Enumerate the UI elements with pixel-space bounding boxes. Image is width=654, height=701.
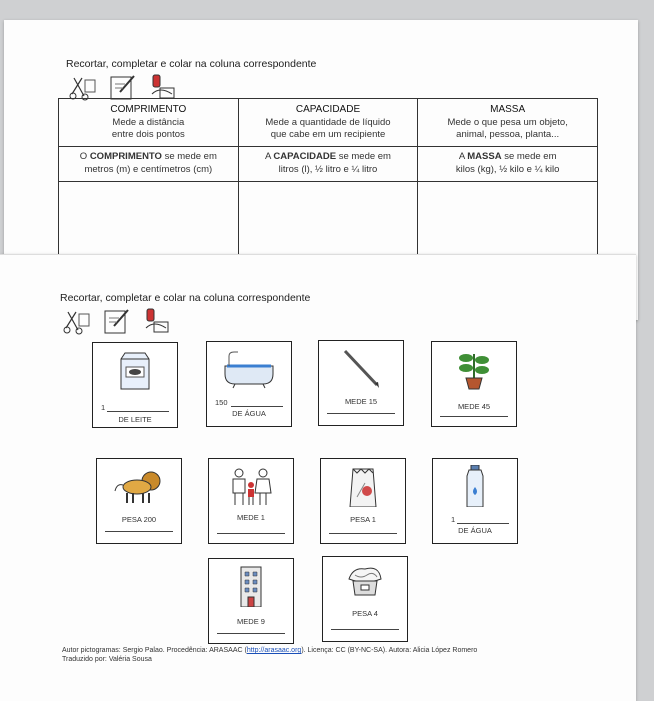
- fill-blank-line[interactable]: [217, 533, 285, 534]
- rule-units: metros (m) e centímetros (cm): [84, 163, 213, 175]
- card-number: 150: [215, 398, 228, 407]
- card-label: MEDE 1: [237, 513, 265, 522]
- pencil-icon: [331, 347, 391, 389]
- fill-blank-line[interactable]: [440, 416, 508, 417]
- column-heading: CAPACIDADE: [295, 104, 361, 115]
- card-pencil[interactable]: [318, 340, 404, 426]
- arasaac-link[interactable]: http://arasaac.org: [246, 647, 302, 654]
- fill-blank-line[interactable]: [217, 633, 285, 634]
- building-icon: [221, 565, 281, 607]
- card-number: 1: [451, 515, 456, 524]
- column-description: que cabe em um recipiente: [270, 129, 386, 141]
- fill-blank-line[interactable]: [107, 411, 169, 412]
- card-label: DE ÁGUA: [458, 526, 492, 535]
- card-label: DE LEITE: [118, 415, 152, 424]
- fill-blank-line[interactable]: [457, 523, 509, 524]
- family-icon: [221, 465, 281, 507]
- laundry-scale-icon: [335, 563, 395, 605]
- card-label: MEDE 45: [457, 402, 491, 411]
- card-water-bottle[interactable]: [432, 458, 518, 544]
- card-label: MEDE 9: [237, 617, 265, 626]
- worksheet-title: Recortar, completar e colar na coluna correspondente: [66, 58, 317, 70]
- card-laundry[interactable]: [322, 556, 408, 642]
- card-number: 1: [101, 403, 106, 412]
- rule-keyword: CAPACIDADE: [273, 151, 337, 163]
- rule-units: litros (l), ½ litro e ¼ litro: [278, 163, 378, 175]
- card-label: PESA 200: [121, 515, 157, 524]
- fill-blank-line[interactable]: [327, 413, 395, 414]
- rule-units: kilos (kg), ½ kilo e ¼ kilo: [455, 163, 560, 175]
- card-label: DE ÁGUA: [232, 409, 266, 418]
- water-bottle-icon: [445, 465, 505, 507]
- card-label: PESA 4: [352, 609, 378, 618]
- card-label: MEDE 15: [344, 397, 378, 406]
- worksheet-title: Recortar, completar e colar na coluna correspondente: [60, 292, 311, 304]
- card-building[interactable]: [208, 558, 294, 644]
- column-heading: MASSA: [490, 104, 526, 115]
- card-flour[interactable]: [320, 458, 406, 544]
- fill-blank-line[interactable]: [331, 629, 399, 630]
- card-milk[interactable]: [92, 342, 178, 428]
- column-capacity-header: [238, 99, 418, 147]
- flour-bag-icon: [333, 465, 393, 507]
- scissors-cut-icon: [62, 306, 92, 336]
- column-description-row: [59, 99, 598, 147]
- column-length-header: [59, 99, 239, 147]
- pencil-write-icon: [102, 306, 132, 336]
- column-description: Mede o que pesa um objeto,: [447, 116, 568, 128]
- column-description: Mede a distância: [112, 116, 185, 128]
- card-lion[interactable]: [96, 458, 182, 544]
- capacity-rule-cell: A CAPACIDADE se mede em litros (l), ½ litro e ¼ litro: [238, 147, 418, 182]
- rule-keyword: COMPRIMENTO: [89, 151, 162, 163]
- fill-blank-line[interactable]: [231, 406, 283, 407]
- rule-keyword: MASSA: [467, 151, 502, 163]
- column-rule-row: [59, 147, 598, 182]
- fill-blank-line[interactable]: [329, 533, 397, 534]
- card-plant[interactable]: [431, 341, 517, 427]
- column-description: animal, pessoa, planta...: [456, 129, 560, 141]
- attribution-footer: Autor pictogramas: Sergio Palao. Procedência: ARASAAC (http://arasaac.org). Licença: CC (BY-NC-SA). Autora: Alicia López Romero Traduzido por: Valéria Sousa: [62, 647, 478, 664]
- bathtub-icon: [219, 348, 279, 390]
- card-label: PESA 1: [350, 515, 376, 524]
- column-mass-header: [418, 99, 598, 147]
- instruction-pictograms: [62, 306, 172, 336]
- column-heading: COMPRIMENTO: [110, 104, 187, 115]
- column-description: entre dois pontos: [111, 129, 185, 141]
- mass-rule-cell: A MASSA se mede em kilos (kg), ½ kilo e ¼ kilo: [418, 147, 598, 182]
- column-description: Mede a quantidade de líquido: [265, 116, 391, 128]
- card-family[interactable]: [208, 458, 294, 544]
- potted-plant-icon: [444, 348, 504, 390]
- glue-paste-icon: [142, 306, 172, 336]
- lion-icon: [109, 465, 169, 507]
- milk-carton-icon: [105, 349, 165, 391]
- length-rule-cell: O COMPRIMENTO se mede em metros (m) e centímetros (cm): [59, 147, 239, 182]
- translator-credit: Traduzido por: Valéria Sousa: [62, 656, 152, 664]
- fill-blank-line[interactable]: [105, 531, 173, 532]
- card-bathtub[interactable]: [206, 341, 292, 427]
